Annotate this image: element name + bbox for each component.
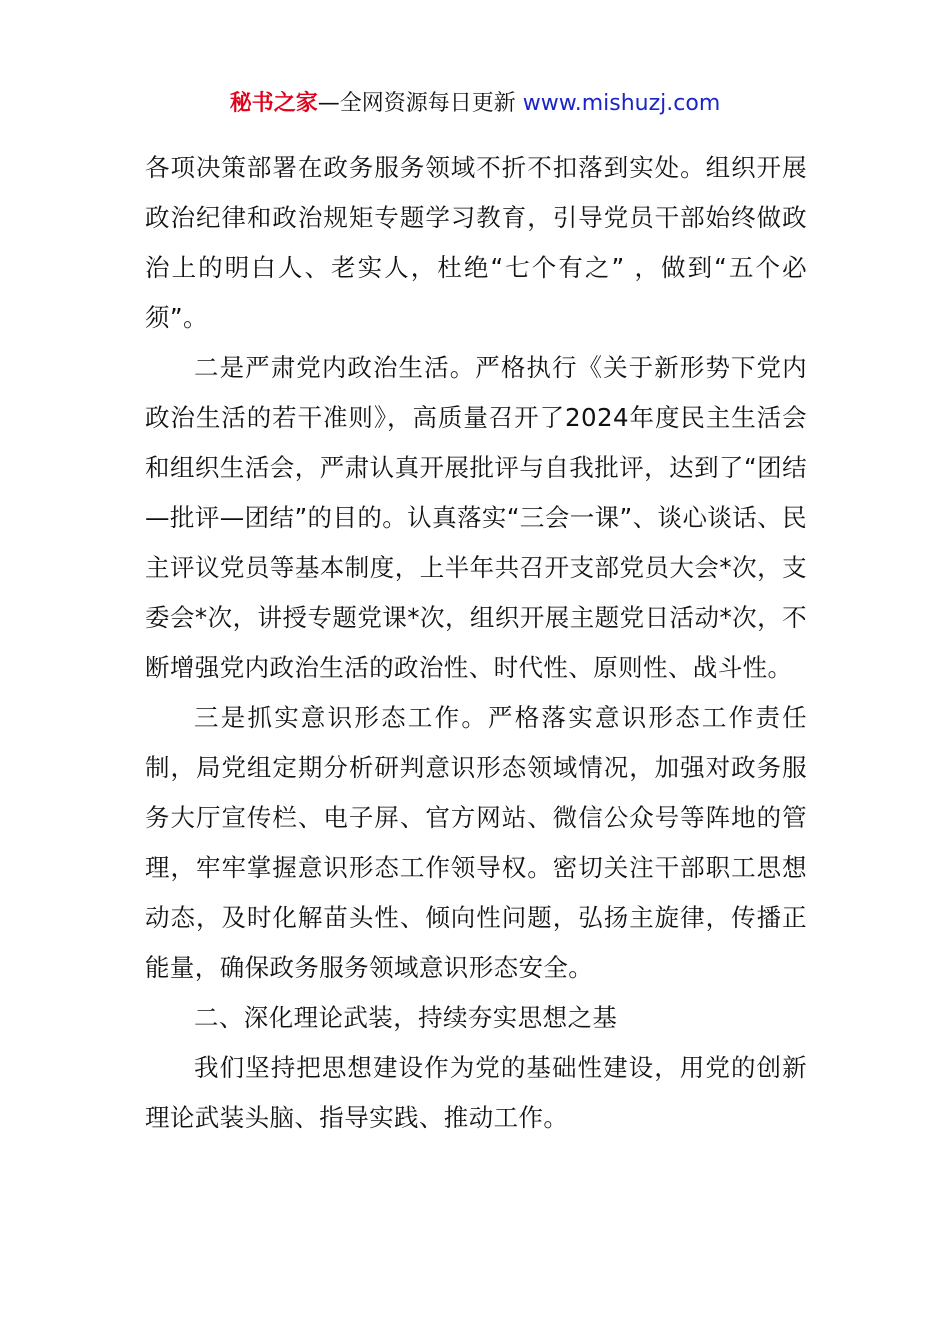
paragraph-continuation: 各项决策部署在政务服务领域不折不扣落到实处。组织开展政治纪律和政治规矩专题学习教育，引导党员干部始终做政治上的明白人、老实人，杜绝“七个有之” ，做到“五个必须”。 [145,153,807,332]
page-header [0,88,950,120]
header-tagline: —全网资源每日更新 [317,91,523,116]
section-heading: 二、深化理论武装，持续夯实思想之基 [194,1003,618,1032]
paragraph-theory-armament: 我们坚持把思想建设作为党的基础性建设，用党的创新理论武装头脑、指导实践、推动工作。 [145,1053,807,1132]
paragraph-ideology-work: 三是抓实意识形态工作。严格落实意识形态工作责任制，局党组定期分析研判意识形态领域情况，加强对政务服务大厅宣传栏、电子屏、官方网站、微信公众号等阵地的管理，牢牢掌握意识形态工作领导权。密切关注干部职工思想动态，及时化解苗头性、倾向性问题，弘扬主旋律，传播正能量，确保政务服务领域意识形态安全。 [145,703,807,982]
document-body [145,143,807,1143]
website-link[interactable]: www.mishuzj.com [522,91,721,116]
paragraph-political-life: 二是严肃党内政治生活。严格执行《关于新形势下党内政治生活的若干准则》，高质量召开了2024年度民主生活会和组织生活会，严肃认真开展批评与自我批评，达到了“团结—批评—团结”的目的。认真落实“三会一课”、谈心谈话、民主评议党员等基本制度，上半年共召开支部党员大会*次，支委会*次，讲授专题党课*次，组织开展主题党日活动*次，不断增强党内政治生活的政治性、时代性、原则性、战斗性。 [145,353,807,682]
brand-name: 秘书之家 [229,91,318,116]
